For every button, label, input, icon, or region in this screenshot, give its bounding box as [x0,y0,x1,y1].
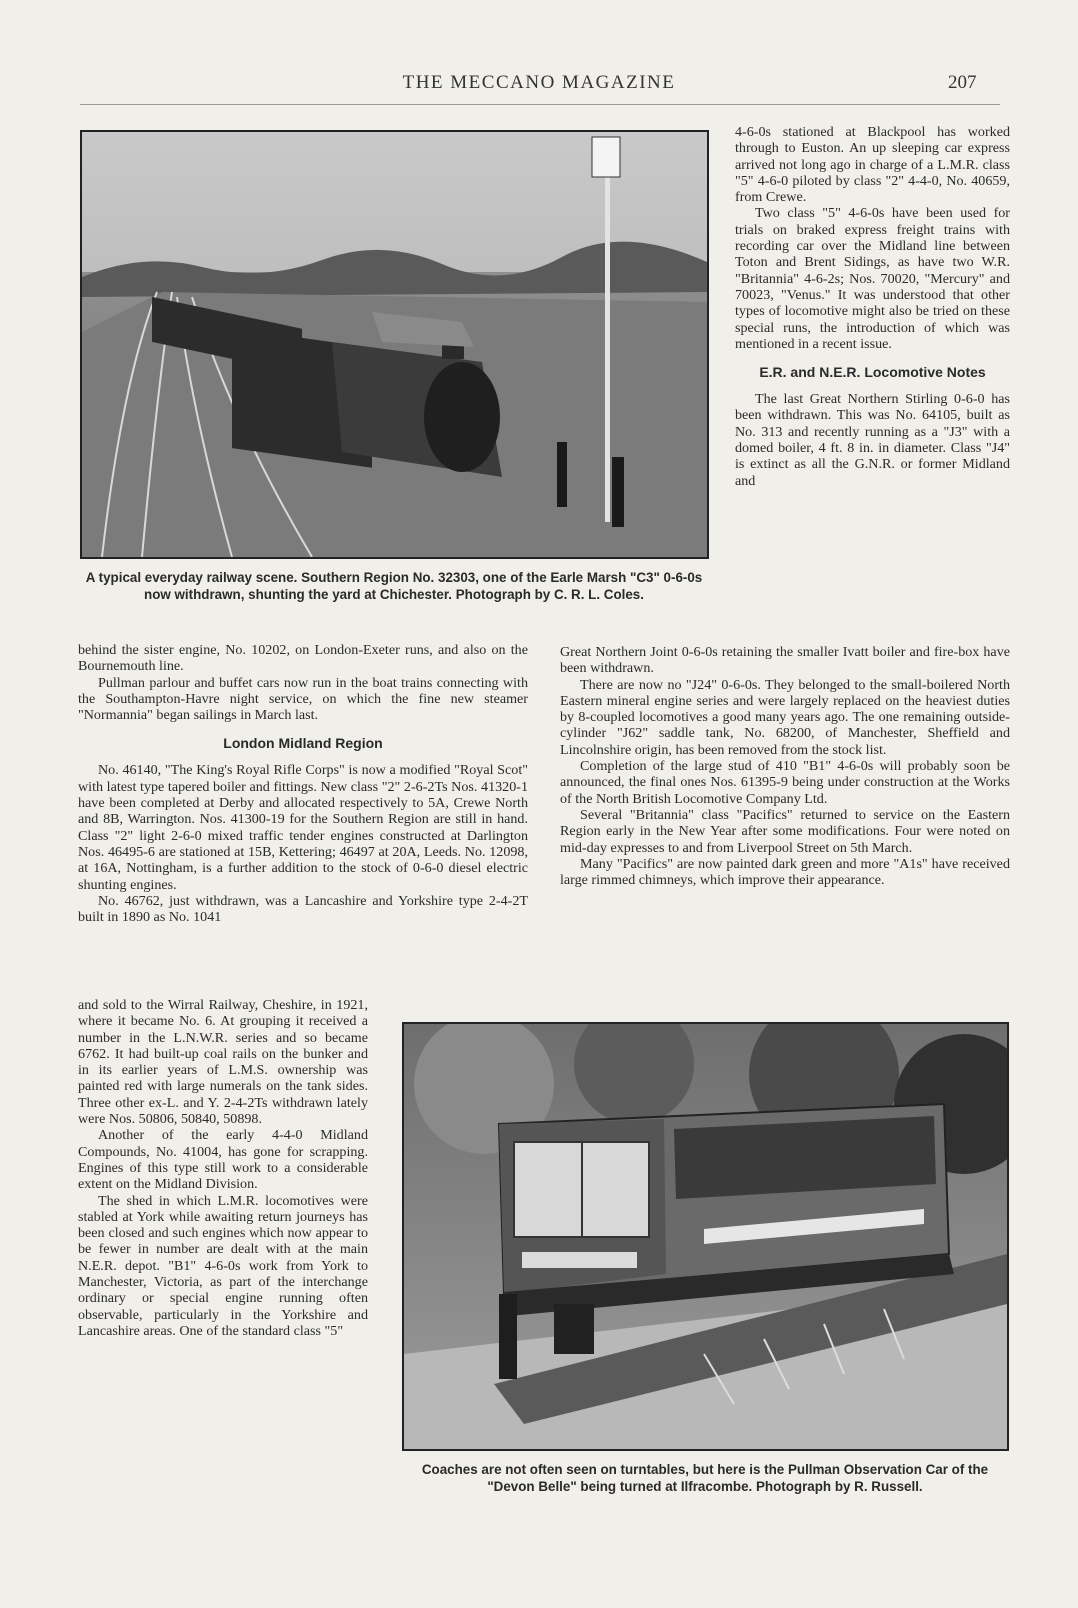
paragraph: Many "Pacifics" are now painted dark green and more "A1s" have received large rimmed chimneys, which improve their appearance. [560,855,1010,889]
paragraph: Two class "5" 4-6-0s have been used for trials on braked express freight trains with recording car over the Midland line between Toton and Brent Sidings, as have two W.R. "Britannia" 4-6-2s; Nos. 70020, "Mercury" and 70023, "Venus." It was understood that other types of locomotive might also be tried on these special runs, the introduction of which was mentioned in a recent issue. [735,205,1010,352]
paragraph: Great Northern Joint 0-6-0s retaining the smaller Ivatt boiler and fire-box have been withdrawn. [560,644,1010,677]
paragraph: Completion of the large stud of 410 "B1" 4-6-0s will probably soon be announced, the final ones Nos. 61395-9 being under construction at the Works of the North British Locomotive Company Ltd. [560,758,1010,807]
paragraph: The last Great Northern Stirling 0-6-0 has been withdrawn. This was No. 64105, built as No. 313 and recently running as a "J3" with a domed boiler, 4 ft. 8 in. in diameter. Class "J4" is extinct as all the G.N.R. or former Midland and [735,391,1010,489]
paragraph: behind the sister engine, No. 10202, on London-Exeter runs, and also on the Bournemouth line. [78,642,528,675]
column-left [78,642,528,925]
page-number: 207 [948,72,977,93]
paragraph: There are now no "J24" 0-6-0s. They belonged to the small-boilered North Eastern mineral engine series and were largely replaced on the heaviest duties by 8-coupled locomotives a good many years ago. The one remaining outside-cylinder "J62" saddle tank, No. 68200, of Manchester, Sheffield and Lincolnshire origin, has been removed from the stock list. [560,676,1010,758]
paragraph: Pullman parlour and buffet cars now run in the boat trains connecting with the Southampton-Havre night service, on which the fine new steamer "Normannia" began sailings in March last. [78,674,528,724]
photo2-caption: Coaches are not often seen on turntables, but here is the Pullman Observation Car of the "Devon Belle" being turned at Ilfracombe. Photograph by R. Russell. [421,1462,989,1494]
paragraph: 4-6-0s stationed at Blackpool has worked through to Euston. An up sleeping car express arrived not long ago in charge of a L.M.R. class "5" 4-6-0 piloted by class "2" 4-4-0, No. 40659, from Crewe. [735,124,1010,206]
paragraph: No. 46762, just withdrawn, was a Lancashire and Yorkshire type 2-4-2T built in 1890 as No. 1041 [78,892,528,926]
paragraph: and sold to the Wirral Railway, Cheshire, in 1921, where it became No. 6. At grouping it received a number in the L.N.W.R. series and so became 6762. It had built-up coal rails on the bunker and in its earlier years of L.M.S. ownership was painted red with large numerals on the tank sides. Three other ex-L. and Y. 2-4-2Ts withdrawn lately were Nos. 50806, 50840, 50898. [78,997,368,1128]
paragraph: Several "Britannia" class "Pacifics" returned to service on the Eastern Region early in the New Year after some modifications. Four were noted on mid-day expresses to and from Liverpool Street on 5th March. [560,806,1010,856]
paragraph: Another of the early 4-4-0 Midland Compounds, No. 41004, has gone for scrapping. Engines of this type still work to a considerable extent on the Midland Division. [78,1127,368,1193]
paragraph: The shed in which L.M.R. locomotives were stabled at York while awaiting return journeys has been closed and such engines which now appear to be fewer in number are dealt with at the main N.E.R. depot. "B1" 4-6-0s work from York to Manchester, Victoria, as part of the interchange ordinary or special engine running often observable, particularly in the Yorkshire and Lancashire areas. One of the standard class "5" [78,1192,368,1339]
section-heading-er-ner: E.R. and N.E.R. Locomotive Notes [759,364,986,381]
section-heading-lmr: London Midland Region [223,735,383,752]
header-rule [80,104,1000,105]
photo-locomotive-chichester [80,130,709,559]
column-right-top [735,124,1010,489]
paragraph: No. 46140, "The King's Royal Rifle Corps" is now a modified "Royal Scot" with latest type tapered boiler and fittings. New class "2" 2-6-2Ts Nos. 41320-1 have been completed at Derby and allocated respectively to 5A, Crewe North and 8B, Warrington. Nos. 41300-19 for the Southern Region are still in hand. Class "2" light 2-6-0 mixed traffic tender engines constructed at Darlington Nos. 46495-6 are stationed at 15B, Kettering; 46497 at 20A, Leeds. No. 12098, at 16A, Nottingham, is a further addition to the stock of 0-6-0 diesel electric shunting engines. [78,762,528,893]
photo-pullman-turntable [402,1022,1009,1451]
photo1-caption: A typical everyday railway scene. Southern Region No. 32303, one of the Earle Marsh "C3" 0-6-0s now withdrawn, shunting the yard at Chichester. Photograph by C. R. L. Coles. [85,570,703,602]
column-left-narrow [78,997,368,1339]
magazine-title: THE MECCANO MAGAZINE [402,72,676,93]
column-right-mid [560,644,1010,888]
